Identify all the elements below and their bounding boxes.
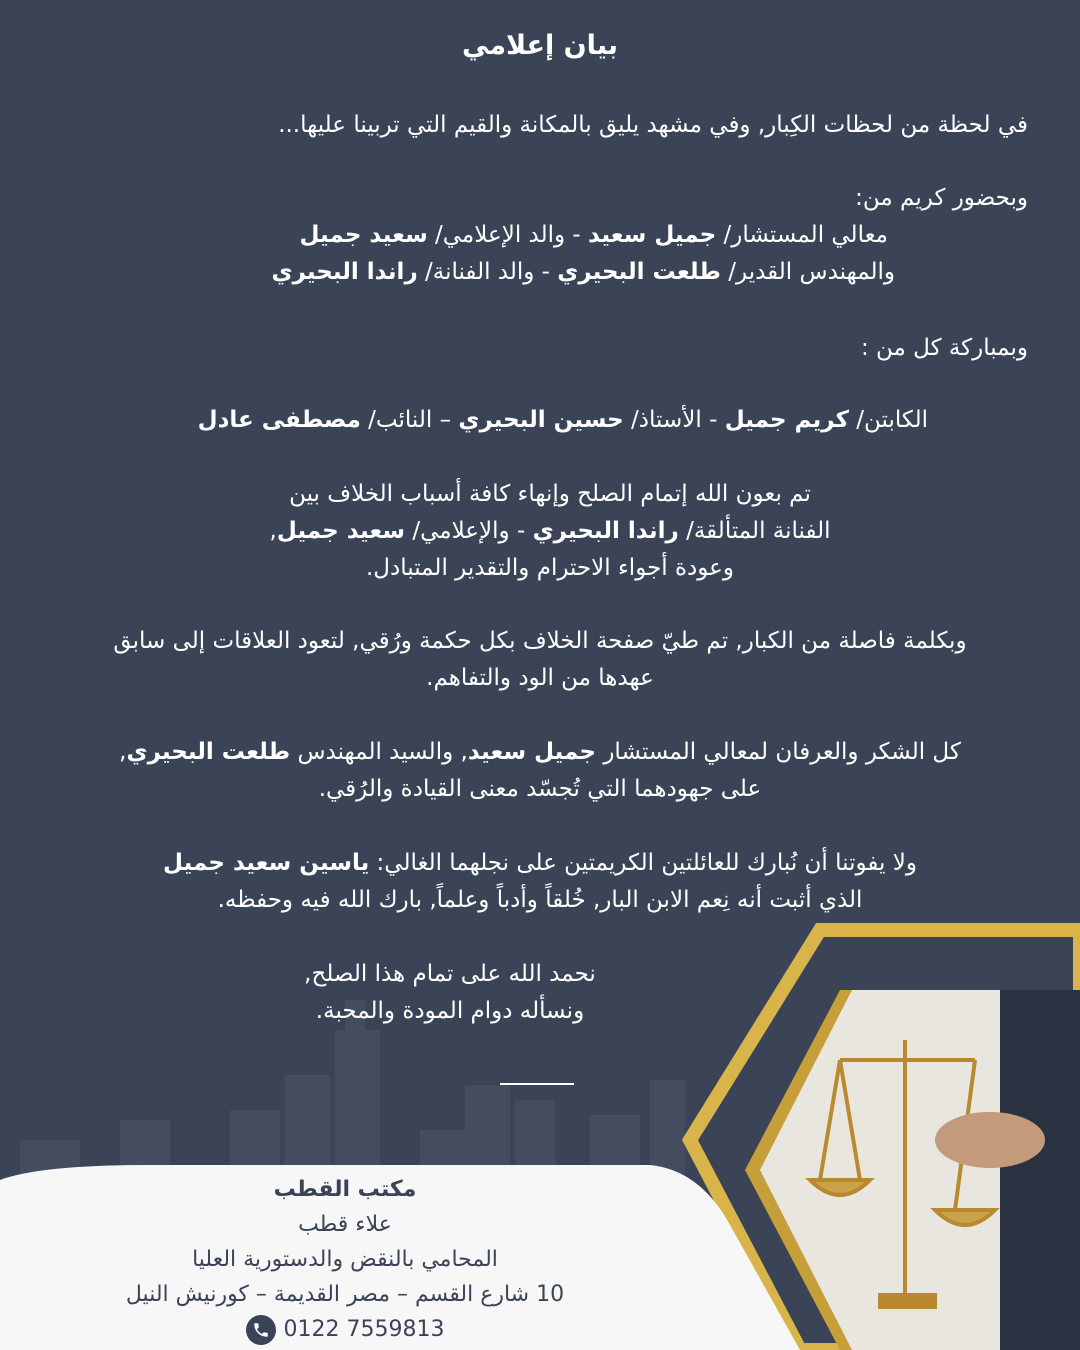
attendance-heading: وبحضور كريم من: — [855, 185, 1028, 211]
page-title: بيان إعلامي — [462, 30, 618, 61]
name-said-jamil: سعيد جميل — [299, 222, 428, 248]
separator-line — [500, 1083, 574, 1085]
office-name: مكتب القطب — [273, 1177, 417, 1202]
intro-paragraph: في لحظة من لحظات الكِبار, وفي مشهد يليق بالمكانة والقيم التي تربينا عليها... — [278, 112, 1028, 138]
phone-call-icon — [246, 1315, 276, 1345]
lawyer-name: علاء قطب — [298, 1212, 392, 1237]
lawyer-title: المحامي بالنقض والدستورية العليا — [192, 1247, 498, 1272]
closing-paragraph: نحمد الله على تمام هذا الصلح, ونسأله دوام المودة والمحبة. — [304, 961, 596, 1024]
office-address: 10 شارع القسم – مصر القديمة – كورنيش النيل — [125, 1282, 565, 1307]
name-talaat-elbehiry: طلعت البحيري — [557, 259, 721, 285]
reconciliation-paragraph: تم بعون الله إتمام الصلح وإنهاء كافة أسباب الخلاف بين الفنانة المتألقة/ راندا البحيري - والإعلامي/ سعيد جميل, وعودة أجواء الاحترام والتقدير المتبادل. — [269, 481, 831, 581]
blessing-names: الكابتن/ كريم جميل - الأستاذ/ حسين البحيري – النائب/ مصطفى عادل — [197, 407, 928, 433]
attendance-row-1: معالي المستشار/ جميل سعيد - والد الإعلامي/ سعيد جميل — [299, 222, 888, 248]
attendance-row-2: والمهندس القدير/ طلعت البحيري - والد الفنانة/ راندا البحيري — [271, 259, 895, 285]
name-jamil-said: جميل سعيد — [588, 222, 717, 248]
decisive-paragraph: وبكلمة فاصلة من الكبار, تم طيّ صفحة الخلاف بكل حكمة ورُقي, لتعود العلاقات إلى سابق عهدها من الود والتفاهم. — [113, 628, 967, 691]
hands-shape — [935, 1112, 1045, 1168]
footer-contact — [60, 1172, 630, 1347]
blessing-heading: وبمباركة كل من : — [860, 335, 1028, 361]
name-randa-elbehiry: راندا البحيري — [271, 259, 418, 285]
son-paragraph: ولا يفوتنا أن نُبارك للعائلتين الكريمتين على نجلهما الغالي: ياسين سعيد جميل الذي أثبت أنه نِعم الابن البار, خُلقاً وأدباً وعلماً, بارك الله فيه وحفظه. — [163, 850, 917, 913]
thanks-paragraph: كل الشكر والعرفان لمعالي المستشار جميل سعيد, والسيد المهندس طلعت البحيري, على جهودهما التي تُجسّد معنى القيادة والرُقي. — [119, 739, 961, 802]
phone-number[interactable]: 0122 7559813 — [283, 1317, 445, 1342]
